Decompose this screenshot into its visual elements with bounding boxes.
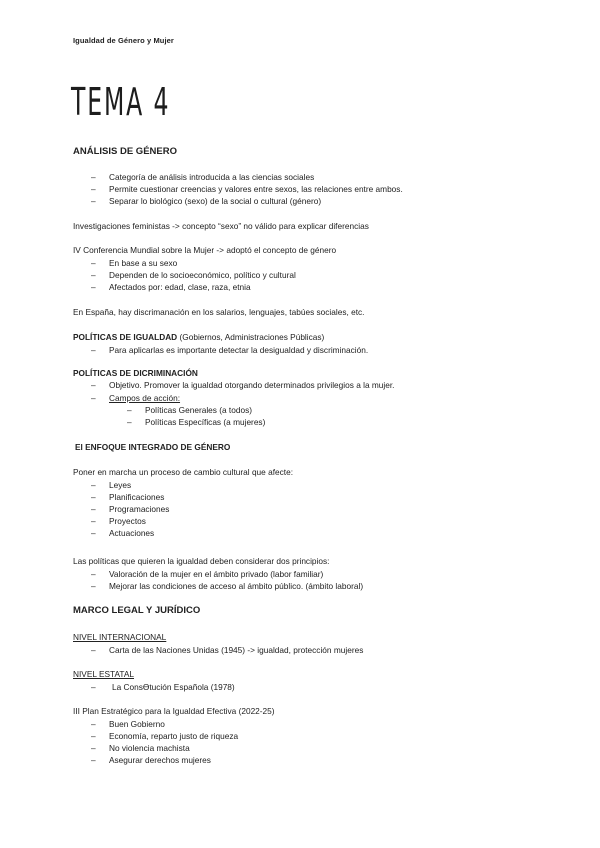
list-item: La ConsƟtución Española (1978) <box>112 682 235 692</box>
bullet-dash: – <box>91 492 96 502</box>
list-item: Categoría de análisis introducida a las ciencias sociales <box>109 172 315 182</box>
bullet-dash: – <box>91 755 96 765</box>
list-item: Para aplicarlas es importante detectar la desigualdad y discriminación. <box>109 345 369 355</box>
section-heading-marco-legal: MARCO LEGAL Y JURÍDICO <box>73 605 201 616</box>
section-heading-enfoque: El ENFOQUE INTEGRADO DE GÉNERO <box>75 442 231 452</box>
bullet-dash: – <box>91 172 96 182</box>
list-item: En base a su sexo <box>109 258 178 268</box>
bullet-dash: – <box>91 645 96 655</box>
bullet-dash: – <box>91 743 96 753</box>
bullet-dash: – <box>91 345 96 355</box>
list-item-underlined: Campos de acción: <box>109 393 181 403</box>
running-header: Igualdad de Género y Mujer <box>73 36 174 45</box>
bullet-dash: – <box>91 569 96 579</box>
list-item: Dependen de lo socioeconómico, político y cultural <box>109 270 296 280</box>
list-item: Valoración de la mujer en el ámbito privado (labor familiar) <box>109 569 324 579</box>
list-item: No violencia machista <box>109 743 190 753</box>
list-item: Permite cuestionar creencias y valores entre sexos, las relaciones entre ambos. <box>109 184 403 194</box>
list-item: Programaciones <box>109 504 170 514</box>
bullet-dash: – <box>91 682 96 692</box>
list-item: Economía, reparto justo de riqueza <box>109 731 239 741</box>
heading-note: (Gobiernos, Administraciones Públicas) <box>177 332 325 342</box>
bullet-dash: – <box>91 258 96 268</box>
bullet-dash: – <box>91 528 96 538</box>
list-item: Proyectos <box>109 516 146 526</box>
subheading-estatal: NIVEL ESTATAL <box>73 669 135 679</box>
section-heading-politicas-discriminacion: POLÍTICAS DE DICRIMINACIÓN <box>73 368 198 378</box>
section-heading-politicas-igualdad <box>73 332 324 343</box>
list-item: Actuaciones <box>109 528 155 538</box>
list-item: Mejorar las condiciones de acceso al ámbito público. (ámbito laboral) <box>109 581 364 591</box>
list-item: Planificaciones <box>109 492 165 502</box>
list-item: Carta de las Naciones Unidas (1945) -> igualdad, protección mujeres <box>109 645 364 655</box>
bullet-dash: – <box>91 731 96 741</box>
bullet-dash: – <box>91 480 96 490</box>
list-item: Separar lo biológico (sexo) de la social o cultural (género) <box>109 196 322 206</box>
bullet-dash: – <box>91 516 96 526</box>
heading-bold: POLÍTICAS DE IGUALDAD <box>73 332 178 342</box>
bullet-dash: – <box>127 417 132 427</box>
paragraph: III Plan Estratégico para la Igualdad Efectiva (2022-25) <box>73 706 275 716</box>
list-item: Afectados por: edad, clase, raza, etnia <box>109 282 251 292</box>
bullet-dash: – <box>91 380 96 390</box>
bullet-dash: – <box>91 184 96 194</box>
bullet-dash: – <box>91 581 96 591</box>
paragraph: Investigaciones feministas -> concepto “sexo” no válido para explicar diferencias <box>73 221 369 231</box>
paragraph: Poner en marcha un proceso de cambio cultural que afecte: <box>73 467 293 477</box>
bullet-dash: – <box>91 504 96 514</box>
list-item: Objetivo. Promover la igualdad otorgando determinados privilegios a la mujer. <box>109 380 395 390</box>
paragraph: En España, hay discrimanación en los salarios, lenguajes, tabúes sociales, etc. <box>73 307 365 317</box>
page-title: TEMA 4 <box>71 80 171 124</box>
bullet-dash: – <box>127 405 132 415</box>
bullet-dash: – <box>91 282 96 292</box>
bullet-dash: – <box>91 393 96 403</box>
section-heading-analisis: ANÁLISIS DE GÉNERO <box>73 146 177 157</box>
paragraph: IV Conferencia Mundial sobre la Mujer -> adoptó el concepto de género <box>73 245 337 255</box>
sub-list-item: Políticas Generales (a todos) <box>145 405 252 415</box>
list-item: Leyes <box>109 480 132 490</box>
bullet-dash: – <box>91 719 96 729</box>
bullet-dash: – <box>91 270 96 280</box>
list-item: Asegurar derechos mujeres <box>109 755 211 765</box>
paragraph: Las políticas que quieren la igualdad deben considerar dos principios: <box>73 556 330 566</box>
subheading-internacional: NIVEL INTERNACIONAL <box>73 632 167 642</box>
sub-list-item: Políticas Específicas (a mujeres) <box>145 417 266 427</box>
bullet-dash: – <box>91 196 96 206</box>
list-item: Buen Gobierno <box>109 719 165 729</box>
